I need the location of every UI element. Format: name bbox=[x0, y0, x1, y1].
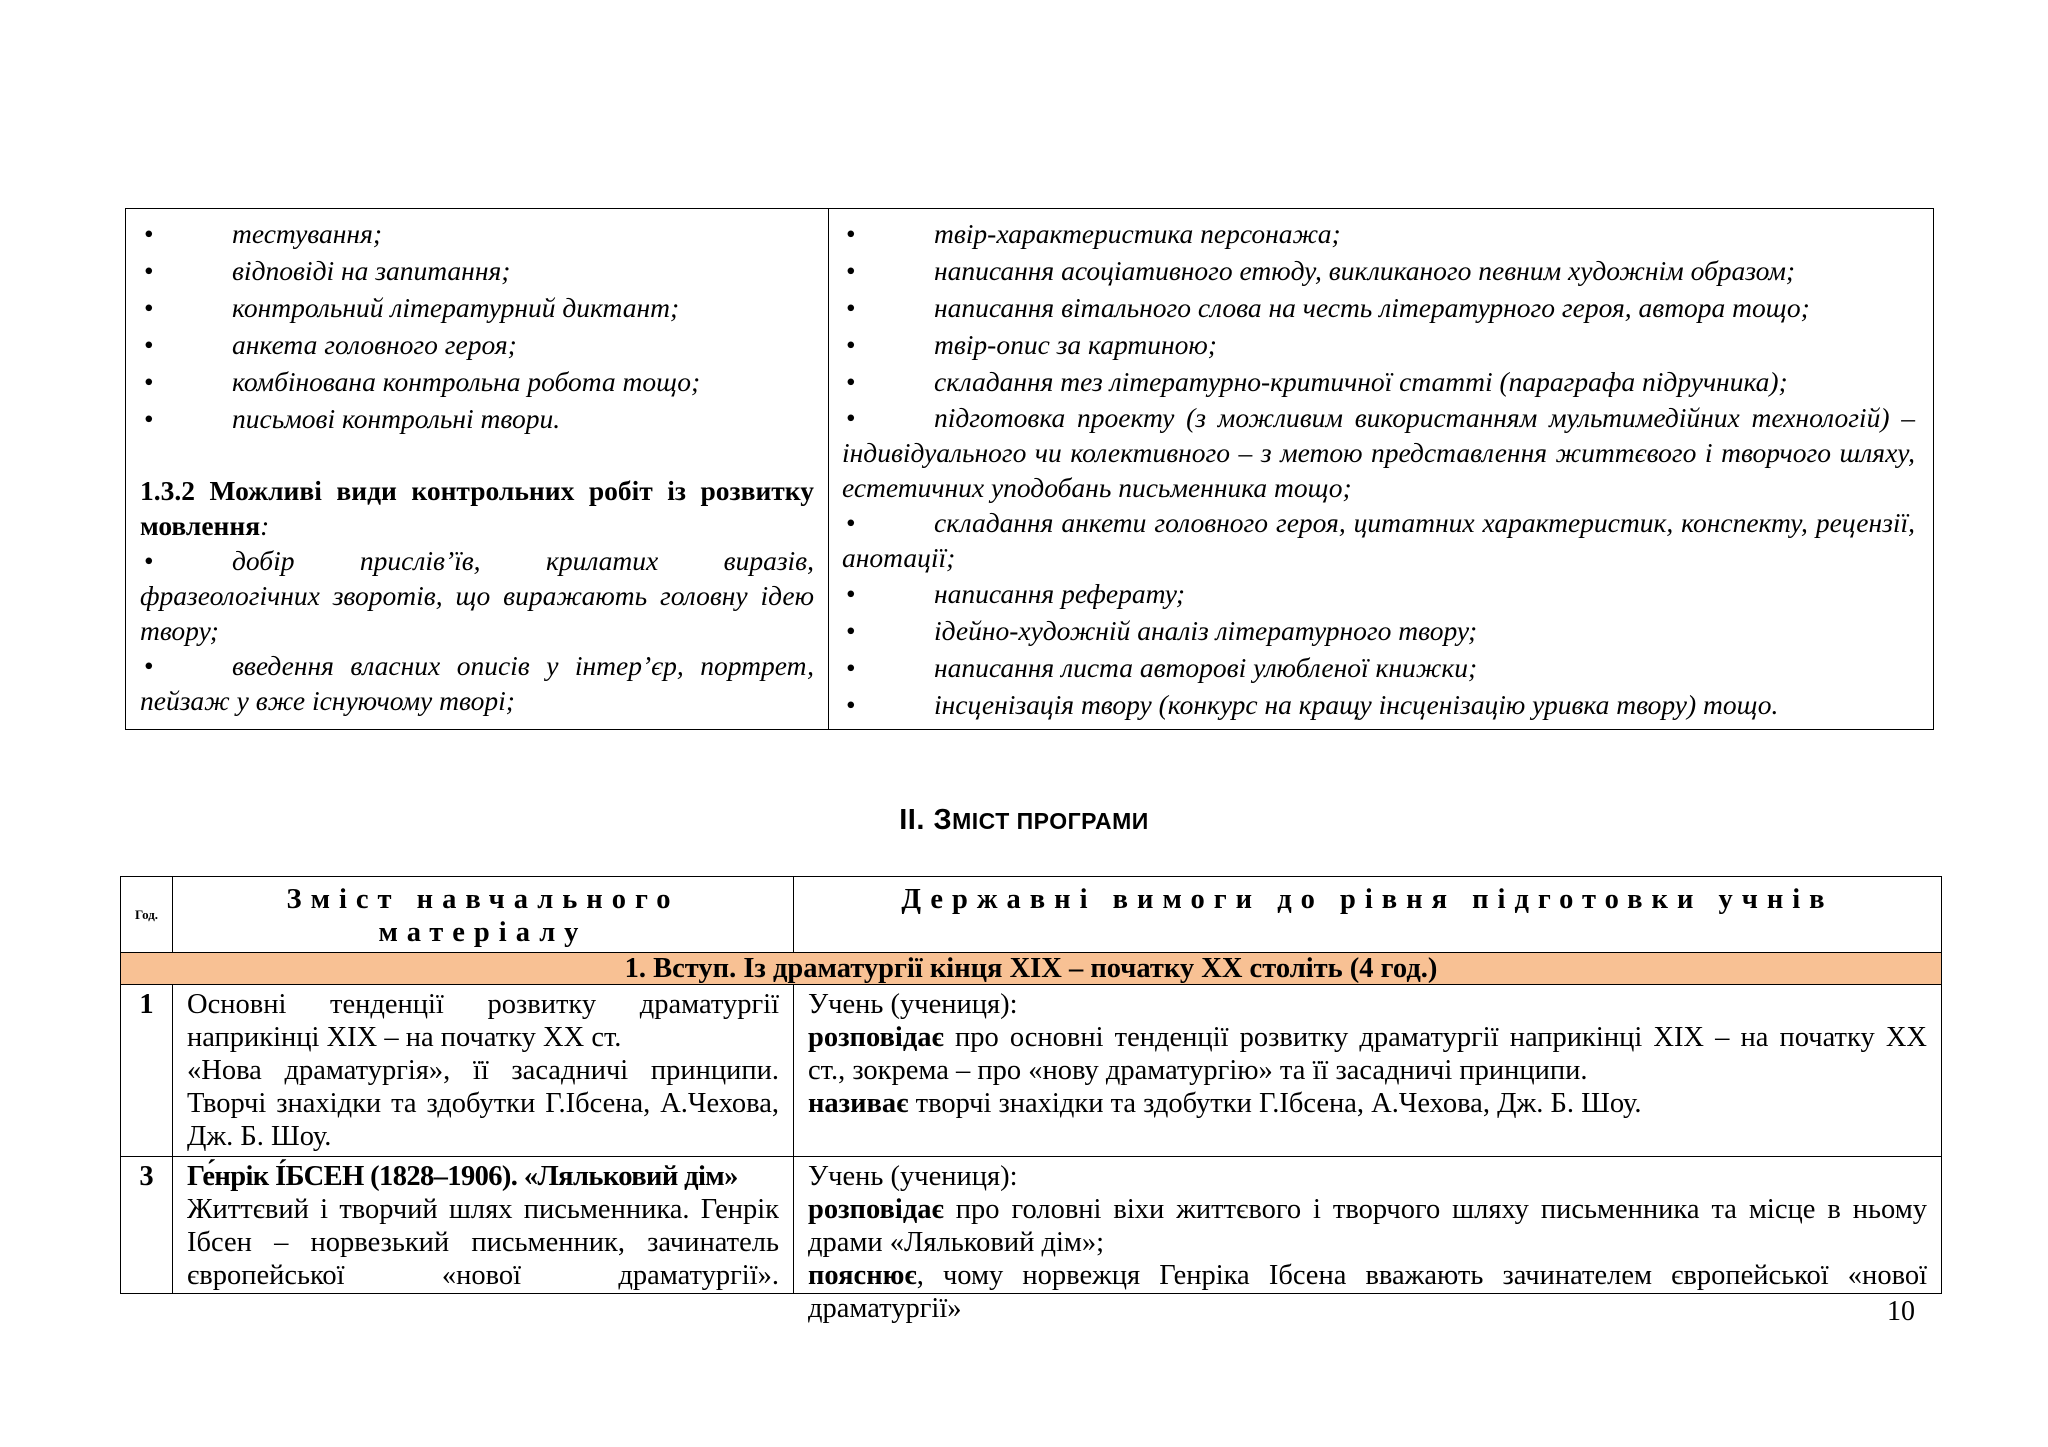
table-row bbox=[121, 1157, 1942, 1294]
list-item: • відповіді на запитання; bbox=[144, 255, 511, 286]
list-item: • підготовка проекту (з можливим використанням мультимедійних технологій) – індивідуального чи колективного – з метою представлення життєвого і творчого шляху, естетичних уподобань письменника тощо; bbox=[842, 402, 1915, 503]
table-row bbox=[121, 985, 1942, 1157]
page-number: 10 bbox=[1887, 1296, 1915, 1327]
hours-header: Год. bbox=[121, 877, 173, 953]
section-band-row bbox=[121, 953, 1942, 985]
content-cell: Ге́нрік І́БСЕН (1828–1906). «Ляльковий дім» Життєвий і творчий шлях письменника. Генрік Ібсен – норвезький письменник, зачинатель європейської «нової драматургії». bbox=[173, 1157, 794, 1294]
list-item: • твір-опис за картиною; bbox=[846, 329, 1217, 360]
section-band: 1. Вступ. Із драматургії кінця ХІХ – початку ХХ століть (4 год.) bbox=[121, 953, 1942, 985]
list-item: • ідейно-художній аналіз літературного твору; bbox=[846, 615, 1478, 646]
list-item: • введення власних описів у інтер’єр, портрет, пейзаж у вже існуючому творі; bbox=[140, 650, 814, 716]
requirements-header: Державні вимоги до рівня підготовки учнів bbox=[794, 877, 1942, 953]
content-cell: Основні тенденції розвитку драматургії наприкінці ХІХ – на початку ХХ ст. «Нова драматургія», її засадничі принципи. Творчі знахідки та здобутки Г.Ібсена, А.Чехова, Дж. Б. Шоу. bbox=[173, 985, 794, 1157]
list-item: • добір прислів’їв, крилатих виразів, фразеологічних зворотів, що виражають головну ідею твору; bbox=[140, 545, 814, 646]
list-item: • контрольний літературний диктант; bbox=[144, 292, 680, 323]
content-header: Зміст навчального матеріалу bbox=[173, 877, 794, 953]
right-column bbox=[829, 209, 1934, 730]
list-item: • написання листа авторові улюбленої книжки; bbox=[846, 652, 1478, 683]
list-item: • написання асоціативного етюду, викликаного певним художнім образом; bbox=[846, 255, 1796, 286]
list-item: • складання тез літературно-критичної статті (параграфа підручника); bbox=[846, 366, 1788, 397]
subsection-heading: 1.3.2 Можливі види контрольних робіт із розвитку мовлення: bbox=[140, 475, 814, 541]
left-column bbox=[126, 209, 829, 730]
list-item: • написання реферату; bbox=[846, 578, 1186, 609]
list-item: • твір-характеристика персонажа; bbox=[846, 218, 1341, 249]
hours-cell: 3 bbox=[121, 1157, 173, 1294]
list-item: • комбінована контрольна робота тощо; bbox=[144, 366, 701, 397]
list-item: • складання анкети головного героя, цитатних характеристик, конспекту, рецензії, анотації; bbox=[842, 507, 1915, 573]
section-title: II. ЗМІСТ ПРОГРАМИ bbox=[899, 804, 1149, 836]
assessment-types-table bbox=[125, 208, 1934, 730]
list-item: • написання вітального слова на честь літературного героя, автора тощо; bbox=[846, 292, 1810, 323]
hours-cell: 1 bbox=[121, 985, 173, 1157]
list-item: • інсценізація твору (конкурс на кращу інсценізацію уривка твору) тощо. bbox=[846, 689, 1779, 720]
table-header-row bbox=[121, 877, 1942, 953]
list-item: • письмові контрольні твори. bbox=[144, 403, 561, 434]
requirements-cell: Учень (учениця): розповідає про основні тенденції розвитку драматургії наприкінці ХІХ – на початку ХХ ст., зокрема – про «нову драматургію» та її засадничі принципи. називає творчі знахідки та здобутки Г.Ібсена, А.Чехова, Дж. Б. Шоу. bbox=[794, 985, 1942, 1157]
list-item: • тестування; bbox=[144, 218, 383, 249]
list-item: • анкета головного героя; bbox=[144, 329, 517, 360]
requirements-cell: Учень (учениця): розповідає про головні віхи життєвого і творчого шляху письменника та місце в ньому драми «Ляльковий дім»; пояснює, чому норвежця Генріка Ібсена вважають зачинателем європейської «нової драматургії» bbox=[794, 1157, 1942, 1294]
